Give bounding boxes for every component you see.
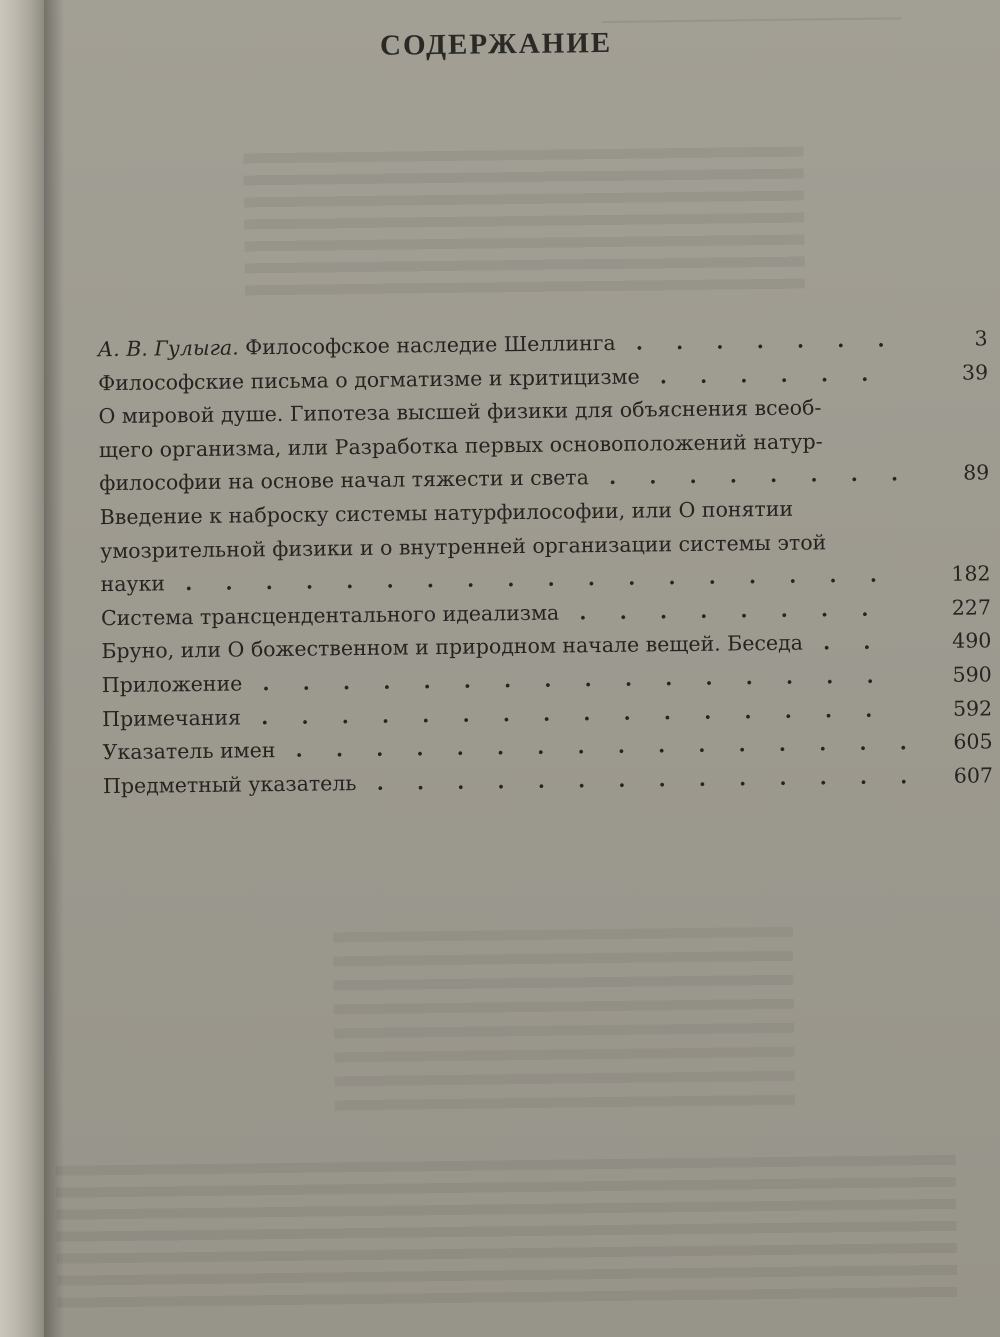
toc-page-number: 592 [952,695,993,721]
toc-entry-title: Философское наследие Шеллинга [245,330,616,360]
toc-entry-title: Система трансцендентального идеализма [100,600,560,630]
toc-entry-title: умозрительной физики и о внутренней организации системы этой [100,529,827,563]
toc-page-number: 605 [953,729,993,754]
page-title: СОДЕРЖАНИЕ [379,26,613,62]
toc-leader-dots: . . . . . . . [615,327,898,355]
toc-entry-title: Указатель имен [102,738,276,765]
toc-leader-dots: . . . . . . . . . . . . . . . . [275,730,920,763]
table-of-contents [98,322,1000,803]
toc-entry-author: А. В. Гулыга. [97,335,246,362]
toc-page-number: 89 [963,460,990,486]
contents-page [42,0,1000,1337]
toc-leader-dots: . . . . . . . . . . . . . . [356,763,921,795]
toc-entry [98,389,999,501]
toc-entry-title: Философские письма о догматизме и критицизме [97,364,640,395]
toc-leader-dots: . . . . . . . . [588,461,912,490]
toc-leader-dots: . . . . . . . . . . . . . . . . [242,663,887,696]
toc-entry-title: Бруно, или О божественном и природном начале вещей. Беседа [101,630,804,664]
toc-leader-dots: . . . . . . . . [559,596,882,625]
book-cover-edge [0,0,44,1337]
toc-entry-title: философии на основе начал тяжести и света [99,465,590,496]
toc-leader-dots: . . [802,629,884,655]
toc-leader-dots: . . . . . . [639,361,882,389]
toc-page-number: 182 [951,561,991,586]
toc-page-number: 590 [952,662,992,687]
toc-entry-title: О мировой душе. Гипотеза высшей физики для объяснения всеоб- [98,395,822,429]
toc-entry [100,490,1000,602]
toc-page-number: 607 [953,763,994,788]
toc-leader-dots: . . . . . . . . . . . . . . . . . . [164,562,891,596]
toc-entry-title: щего организма, или Разработка первых основоположений натур- [98,429,823,462]
toc-page-number: 490 [952,628,992,654]
toc-page-number: 3 [974,326,988,351]
toc-entry-title: Введение к наброску системы натурфилософии, или О понятии [99,496,794,530]
toc-entry-title: Примечания [102,705,242,731]
toc-entry-title: науки [100,571,166,597]
toc-entry-title: Предметный указатель [102,770,357,798]
toc-entry-title: Приложение [101,671,243,698]
toc-page-number: 39 [961,359,989,385]
toc-page-number: 227 [951,595,992,620]
toc-leader-dots: . . . . . . . . . . . . . . . . [240,697,886,730]
